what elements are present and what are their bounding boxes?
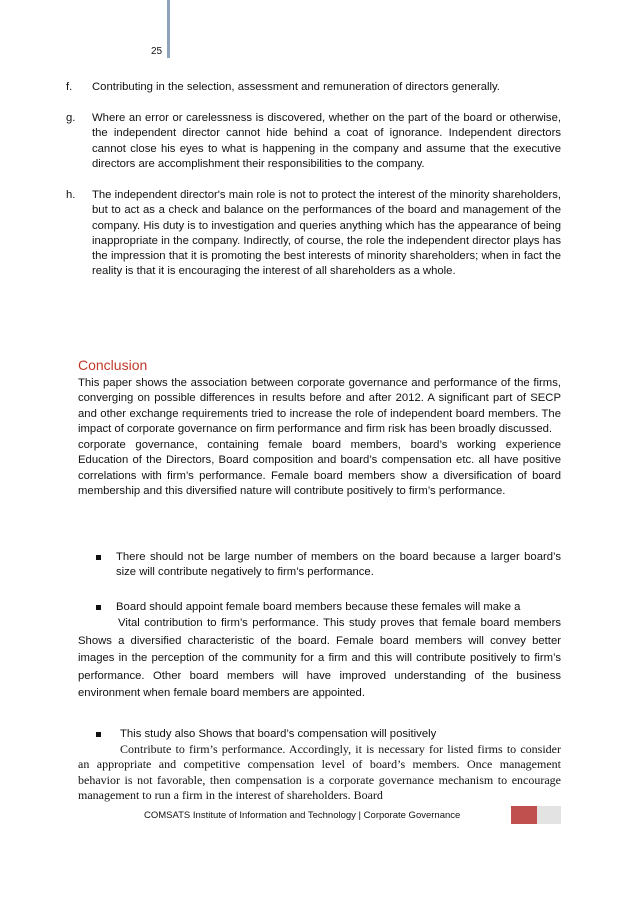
bullet-lead: This study also Shows that board’s compensation will positively: [120, 728, 437, 740]
list-item-text: The independent director's main role is not to protect the interest of the minority shareholders, but to act as a check and balance on the performances of the board and management of the company. His duty is to investigation and queries anything which has the appearance of being inappropriate in the company. Indirectly, of course, the role the independent director plays has the impression that it is promoting the best interests of minority shareholders; when in fact the reality is that it is encouraging the interest of all shareholders as a whole.: [92, 189, 561, 278]
square-bullet-icon: [96, 732, 101, 737]
list-item-text: Where an error or carelessness is discovered, whether on the part of the board or otherwise, the independent director cannot hide behind a coat of ignorance. Independent directors cannot close his eyes to what is happening in the company and assume that the executive directors are accomplishment their responsibilities to the company.: [92, 112, 561, 170]
list-item-text: Contributing in the selection, assessment and remuneration of directors generally.: [92, 81, 500, 93]
bullet-3-text: Contribute to firm’s performance. Accordingly, it is necessary for listed firms to consider an appropriate and competitive compensation level of board’s members. Once management behavior is not favorable, then compensation is a corporate governance mechanism to encourage management to run a firm in the interest of shareholders. Board: [78, 742, 561, 802]
square-bullet-icon: [96, 555, 101, 560]
bullet-text: There should not be large number of members on the board because a larger board’s size will contribute negatively to firm’s performance.: [116, 551, 561, 578]
header-rule: [167, 0, 170, 58]
footer-text: COMSATS Institute of Information and Technology | Corporate Governance: [144, 810, 461, 821]
footer-accent-box: [511, 806, 537, 824]
conclusion-paragraph-1: This paper shows the association between corporate governance and performance of the firms, converging on possible differences in results before and after 2012. A significant part of SECP and other exchange requirements tried to increase the role of independent board members. The impact of corporate governance on firm performance and firm risk has been broadly discussed.: [78, 377, 561, 435]
bullet-3-continuation: [78, 742, 561, 803]
page-number: 25: [151, 46, 163, 57]
section-heading: Conclusion: [78, 357, 148, 373]
conclusion-paragraph-2: corporate governance, containing female board members, board’s working experience Education of the Directors, Board composition and board’s compensation etc. all have positive correlations with firm’s performance. Female board members show a diversification of board membership and this diversified nature will contribute positively to firm’s performance.: [78, 439, 561, 497]
bullet-item-1: [96, 550, 561, 580]
bullet-item-3: [96, 727, 561, 742]
list-marker: f.: [66, 81, 73, 93]
bullet-lead: Board should appoint female board members because these females will make a: [116, 601, 521, 613]
bullet-item-2: [96, 600, 561, 615]
bullet-2-continuation: [78, 615, 561, 703]
square-bullet-icon: [96, 605, 101, 610]
bullet-2-text: Vital contribution to firm’s performance. This study proves that female board members Shows a diversified characteristic of the board. Female board members will convey better images in the perception of the community for a firm and this will contribute positively to firm’s performance. Other board members will have improved understanding of the business environment when female board members are appointed.: [78, 617, 561, 699]
list-marker: h.: [66, 189, 76, 201]
footer-grey-box: [537, 806, 561, 824]
list-marker: g.: [66, 112, 76, 124]
